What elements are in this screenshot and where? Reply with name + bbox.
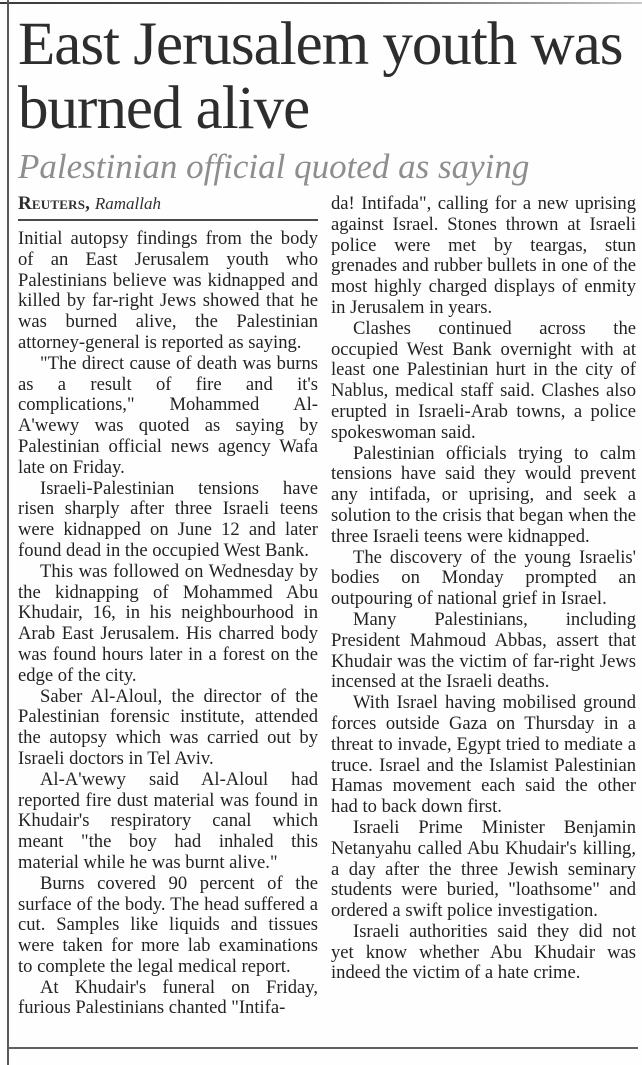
- byline-rule: [18, 219, 318, 221]
- paragraph: Al-A'wewy said Al-Aloul had reported fire dust material was found in Khudair's respiratory canal which meant "the boy had inhaled this material while he was burnt alive.": [18, 768, 318, 873]
- left-column-rule: [7, 0, 9, 1065]
- paragraph: Israeli authorities said they did not yet know whether Abu Khudair was indeed the victim of a hate crime.: [331, 920, 636, 984]
- paragraph: With Israel having mobilised ground forces outside Gaza on Thursday in a threat to invade, Egypt tried to mediate a truce. Israel and the Islamist Palestinian Hamas movement each said the other had to back down first.: [331, 692, 636, 818]
- paragraph: "The direct cause of death was burns as a result of fire and it's complications," Mohammed Al-A'wewy was quoted as saying by Palestinian official news agency Wafa late on Friday.: [18, 352, 318, 478]
- paragraph: Burns covered 90 percent of the surface of the body. The head suffered a cut. Samples like liquids and tissues were taken for more lab examinations to complete the legal medical report.: [18, 872, 318, 977]
- article-subheadline: Palestinian official quoted as saying: [18, 147, 530, 186]
- article-content: [18, 0, 636, 1019]
- bottom-rule: [8, 1047, 638, 1049]
- article-headline: East Jerusalem youth was burned alive: [18, 11, 623, 142]
- article-columns: [18, 193, 636, 1019]
- paragraph: The discovery of the young Israelis' bodies on Monday prompted an outpouring of national grief in Israel.: [331, 546, 636, 610]
- paragraph: Initial autopsy findings from the body of an East Jerusalem youth who Palestinians believe was kidnapped and killed by far-right Jews showed that he was burned alive, the Palestinian attorney-general is reported as saying.: [18, 228, 318, 353]
- paragraph: Israeli Prime Minister Benjamin Netanyahu called Abu Khudair's killing, a day after the three Jewish seminary students were buried, "loathsome" and ordered a swift police investigation.: [331, 816, 636, 922]
- paragraph: da! Intifada", calling for a new uprising against Israel. Stones thrown at Israeli police were met by teargas, stun grenades and rubber bullets in one of the most highly charged displays of enmity in Jerusalem in years.: [331, 193, 636, 318]
- paragraph: Many Palestinians, including President Mahmoud Abbas, assert that Khudair was the victim of far-right Jews incensed at the Israeli deaths.: [331, 608, 636, 693]
- paragraph: This was followed on Wednesday by the kidnapping of Mohammed Abu Khudair, 16, in his neighbourhood in Arab East Jerusalem. His charred body was found hours later in a forest on the edge of the city.: [18, 560, 318, 686]
- byline-agency: Reuters,: [18, 193, 91, 214]
- column-left: [18, 193, 318, 1019]
- paragraph: At Khudair's funeral on Friday, furious Palestinians chanted "Intifa-: [18, 976, 318, 1019]
- paragraph: Saber Al-Aloul, the director of the Palestinian forensic institute, attended the autopsy which was carried out by Israeli doctors in Tel Aviv.: [18, 685, 318, 769]
- paragraph: Israeli-Palestinian tensions have risen sharply after three Israeli teens were kidnapped on June 12 and later found dead in the occupied West Bank.: [18, 477, 318, 561]
- paragraph: Clashes continued across the occupied West Bank overnight with at least one Palestinian hurt in the city of Nablus, medical staff said. Clashes also erupted in Israeli-Arab towns, a police spokeswoman said.: [331, 317, 636, 443]
- paragraph: Palestinian officials trying to calm tensions have said they would prevent any intifada, or uprising, and seek a solution to the crisis that began when the three Israeli teens were kidnapped.: [331, 442, 636, 547]
- column-right: [331, 193, 636, 1019]
- byline: [18, 193, 318, 215]
- byline-location: Ramallah: [94, 194, 161, 213]
